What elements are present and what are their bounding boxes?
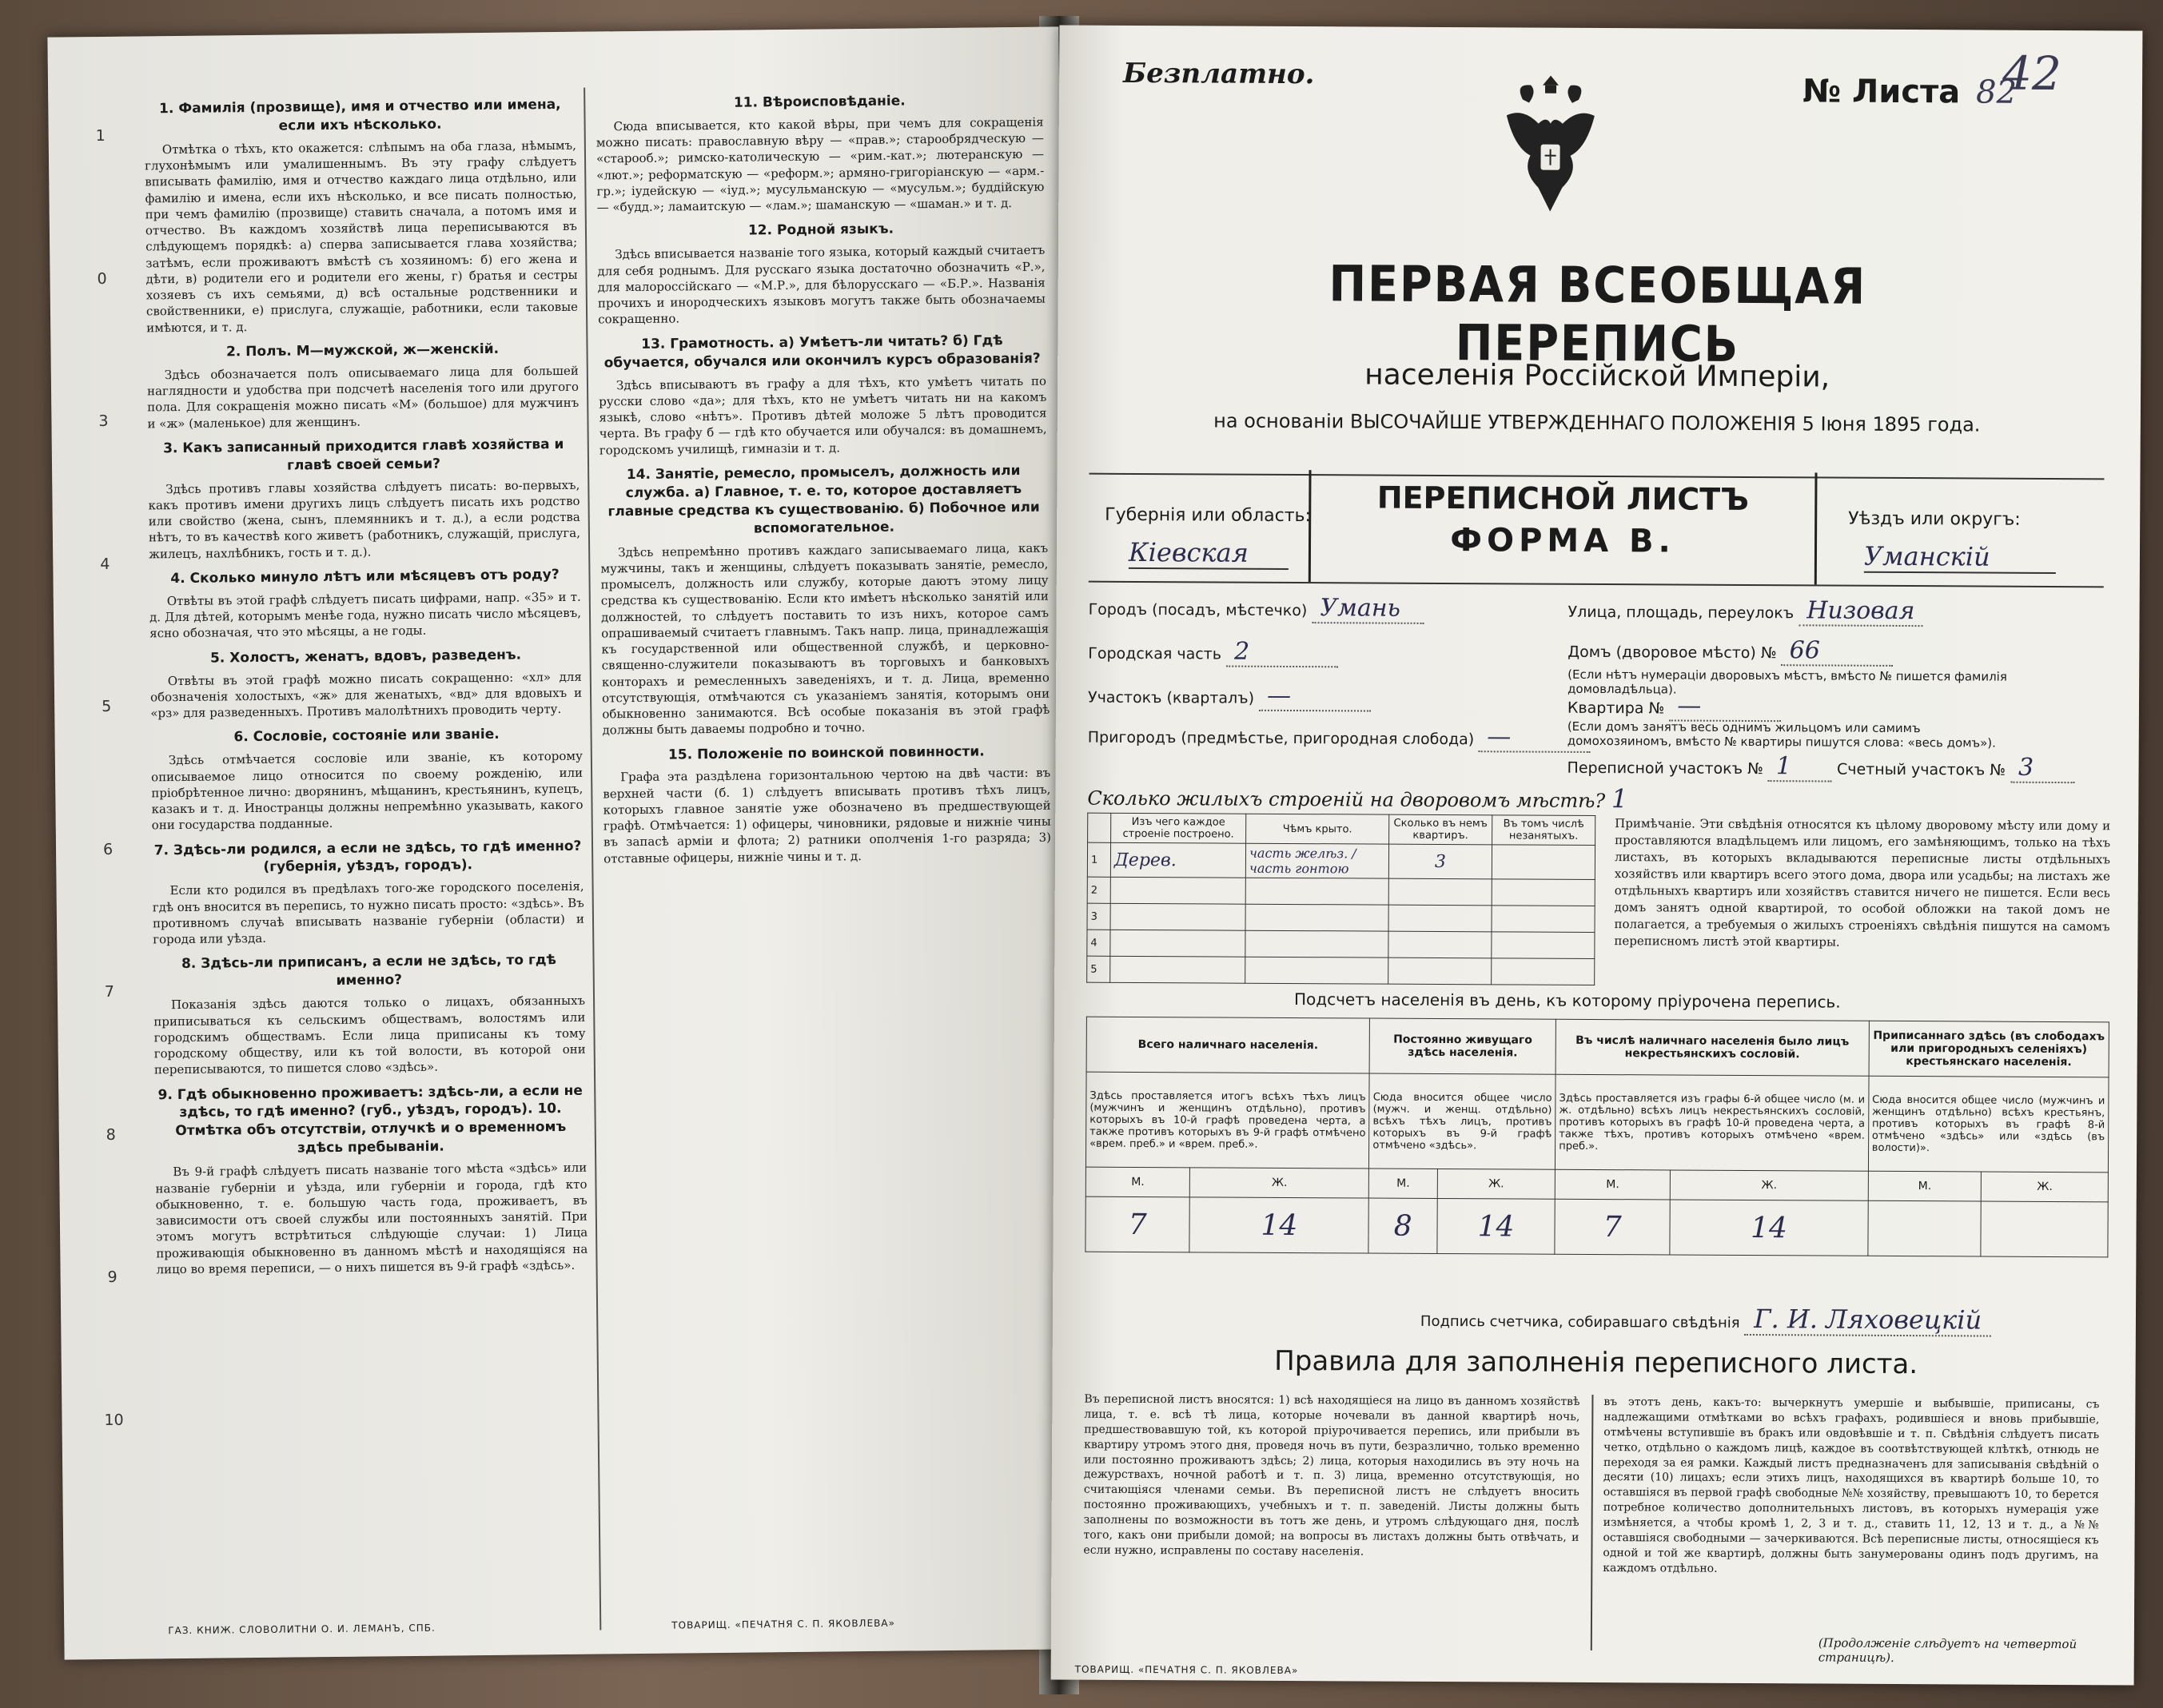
empty-cell: [1492, 932, 1595, 959]
signature-value: Г. И. Ляховецкій: [1744, 1304, 1991, 1337]
section-text: Графа эта раздѣлена горизонтальною чертою на двѣ части: въ верхней части (б. 1) слѣдуетъ вписывать противъ тѣхъ лицъ, которыхъ главное занятіе уже обозначено въ предшествующей графѣ. Отмѣчается: 1) офицеры, чиновники, рядовые и нижніе чины въ запасѣ арміи и флота; 2) ратники ополченія 1-го разряда; 3) отставные офицеры, нижніе чины и т. д.: [603, 766, 1052, 866]
section-text: Здѣсь вписывается названіе того языка, который каждый считаетъ для себя роднымъ. Для русскаго языка достаточно обозначить «Р.», для малороссійскаго — «М.Р.», для бѣлорусскаго — «Б.Р.». Названія прочихъ и инородческихъ языковъ могутъ также быть обозначаемы сокращенно.: [597, 243, 1046, 327]
printer-imprint: ТОВАРИЩ. «ПЕЧАТНЯ С. П. ЯКОВЛЕВА»: [1074, 1663, 1299, 1677]
gubernia-label: Губернія или область:: [1105, 504, 1312, 527]
empty-cell: [1492, 906, 1595, 933]
left-page: [47, 26, 1075, 1659]
printer-imprint: ГАЗ. КНИЖ. СЛОВОЛИТНИ О. И. ЛЕМАНЪ, СПБ.: [168, 1622, 436, 1637]
apartment-label: Квартира №: [1567, 699, 1665, 718]
street-field: [1568, 595, 1923, 627]
section-text: Отвѣты въ этой графѣ можно писать сокращенно: «хл» для обозначенія холостыхъ, «ж» для женатыхъ, «вд» для вдовыхъ и «рз» для разведенныхъ. Противъ малолѣтнихъ проводить черту.: [149, 669, 583, 721]
apartments-cell: [1388, 878, 1492, 906]
table-row: [1087, 842, 1595, 879]
section-heading: 8. Здѣсь-ли приписанъ, а если не здѣсь, то гдѣ именно?: [181, 952, 557, 989]
apartment-field: [1567, 691, 1782, 722]
apartment-value: —: [1669, 691, 1781, 722]
buildings-table: [1086, 813, 1595, 985]
female-label: Ж.: [1670, 1170, 1868, 1200]
female-label: Ж.: [1437, 1169, 1555, 1199]
male-count: [1868, 1200, 1982, 1256]
section-heading: 12. Родной языкъ.: [747, 221, 894, 239]
population-table: [1085, 1017, 2109, 1258]
instructions-column-a: [144, 88, 588, 1283]
male-count: 7: [1555, 1199, 1670, 1255]
house-note: (Если нѣтъ нумераціи дворовыхъ мѣстъ, вмѣсто № пишется фамилія домовладѣльца).: [1567, 667, 2007, 697]
row-number: 3: [1087, 903, 1110, 930]
apartments-cell: [1388, 905, 1492, 932]
female-label: Ж.: [1982, 1172, 2109, 1202]
roof-cell: [1245, 904, 1388, 931]
buildings-answer: 1: [1611, 783, 1628, 814]
section-text: Здѣсь вписываютъ въ графу а для тѣхъ, кто умѣетъ читать по русски слово «да»; для тѣхъ, кто не умѣетъ читать ни на какомъ языкѣ, слово «нѣтъ». Противъ дѣтей моложе 5 лѣтъ проводится черта. Въ графу б — гдѣ кто обучается или обучался: въ домашнемъ, городскомъ училищѣ, гимназіи и т. д.: [599, 373, 1047, 457]
margin-mark: 7: [104, 982, 115, 1001]
section-heading: 5. Холостъ, женатъ, вдовъ, разведенъ.: [209, 647, 522, 667]
section-text: Отмѣтка о тѣхъ, кто окажется: слѣпымъ на оба глаза, нѣмымъ, глухонѣмымъ или умалишеннымъ. Въ эту графу слѣдуетъ вписывать фамилію, имя и отчество каждаго лица отдѣльно, или фамилію и имена, если ихъ нѣсколько, и все писать полностью, при чемъ фамилію (прозвище) ставить сначала, а потомъ имя и отчество. Въ каждомъ хозяйствѣ лица переписываются въ слѣдующемъ порядкѣ: а) сперва записывается глава хозяйства; затѣмъ, если проживаютъ вмѣстѣ съ хозяиномъ: б) его жена и дѣти, в) родители его и родители его жены, г) братья и сестры хозяевъ съ ихъ семьями, д) всѣ остальные родственники и свойственники, е) прислуга, служащіе, работники, если таковые имѣются, и т. д.: [145, 137, 579, 336]
material-cell: Дерев.: [1110, 842, 1245, 878]
female-count: 14: [1189, 1197, 1368, 1253]
handwritten-folio: 42: [2002, 46, 2062, 102]
male-label: М.: [1085, 1167, 1190, 1197]
printer-imprint: ТОВАРИЩ. «ПЕЧАТНЯ С. П. ЯКОВЛЕВА»: [671, 1617, 895, 1631]
city-part-label: Городская часть: [1088, 644, 1222, 663]
table-header: Сколько въ немъ квартиръ.: [1389, 814, 1492, 845]
section-heading: 2. Полъ. М—мужской, ж—женскій.: [225, 340, 500, 360]
male-label: М.: [1555, 1169, 1670, 1200]
margin-mark: 6: [102, 840, 114, 858]
section-heading: 14. Занятіе, ремесло, промыселъ, должность или служба. а) Главное, т. е. то, которое доставляетъ главные средства къ существованію. б) Побочное или вспомогательное.: [607, 462, 1040, 537]
section-text: Здѣсь отмѣчается сословіе или званіе, къ которому описываемое лицо относится по своему рожденію, или пріобрѣтенное лично: дворянинъ, мѣщанинъ, крестьянинъ, купецъ, казакъ и т. д. Иностранцы должны непремѣнно указывать, какого они государства подданные.: [151, 748, 584, 833]
column-header: Постоянно живущаго здѣсь населенія.: [1369, 1018, 1556, 1074]
sheet-number: [1802, 73, 2017, 110]
male-count: 7: [1085, 1196, 1190, 1252]
column-description: Здѣсь проставляется итогъ всѣхъ тѣхъ лицъ (мужчинъ и женщинъ отдѣльно), противъ которыхъ въ 10-й графѣ проведена черта, а также противъ которыхъ въ 9-й графѣ отмѣчено «врем. преб.» и «врем. преб.».: [1085, 1072, 1369, 1169]
table-row: [1087, 930, 1595, 958]
section-text: Въ 9-й графѣ слѣдуетъ писать названіе того мѣста «здѣсь» или названіе губерніи и уѣзда, или губерніи и города, гдѣ кто обыкновенно, т. е. большую часть года, проживаетъ, въ зависимости отъ своей службы или постоянныхъ занятій. При этомъ могутъ встрѣтиться слѣдующіе случаи: 1) Лица проживающія обыкновенно въ данномъ мѣстѣ и находящіяся на лицо во время переписи, — о нихъ пишется въ 9-й графѣ «здѣсь».: [155, 1160, 588, 1277]
right-page: [1051, 25, 2143, 1685]
population-count-title: Подсчетъ населенія въ день, къ которому пріурочена перепись.: [1293, 989, 1841, 1012]
rules-title: Правила для заполненія переписного листа.: [1274, 1344, 1918, 1381]
empty-cell: [1492, 958, 1595, 985]
row-number: 2: [1087, 877, 1110, 903]
rules-column-a: Въ переписной листъ вносятся: 1) всѣ находящіеся на лицо въ данномъ хозяйствѣ лица, т. е. всѣ тѣ лица, которые ночевали въ данной квартирѣ ночь, предшествовавшую той, къ которой пріурочивается перепись, или прибыли въ квартиру утромъ этого дня, проведя ночь въ пути, безразлично, только временно или постоянно проживаютъ здѣсь; 2) лица, которыя находились въ эту ночь на дежурствахъ, ночной работѣ и т. п. 3) лица, временно отсутствующія, но считающіяся членами семьи. Въ переписной листъ не слѣдуетъ вносить постоянно проживающихъ, учебныхъ и т. п. заведеній. Листы должны быть заполнены по возможности въ тотъ же день, и утромъ слѣдующаго дня, послѣ того, какъ они прибыли домой; на вопросы въ листахъ должны быть отвѣчать, и если нужно, исправлены по составу населенія.: [1083, 1392, 1580, 1559]
column-description: Здѣсь проставляется изъ графы 6-й общее число (м. и ж. отдѣльно) всѣхъ лицъ некрестьянскихъ сословій, противъ которыхъ въ графѣ 10-й проведена черта, а также тѣхъ, противъ которыхъ отмѣчено «врем. преб.».: [1556, 1074, 1869, 1171]
section-text: Если кто родился въ предѣлахъ того-же городского поселенія, гдѣ онъ вносится въ перепись, то нужно писать просто: «здѣсь». Въ противномъ случаѣ вписывать названіе губерніи (области) и города или уѣзда.: [152, 879, 585, 947]
city-label: Городъ (посадъ, мѣстечко): [1088, 600, 1308, 620]
form-code: ФОРМА В.: [1450, 522, 1675, 560]
city-field: [1089, 593, 1424, 624]
legal-basis: на основаніи ВЫСОЧАЙШЕ УТВЕРЖДЕННАГО ПОЛОЖЕНІЯ 5 Іюня 1895 года.: [1213, 409, 1981, 436]
apartment-note: (Если домъ занятъ весь однимъ жильцомъ или самимъ домохозяиномъ, вмѣсто № квартиры пишутся слова: «весь домъ»).: [1567, 719, 1997, 750]
apartments-cell: [1388, 931, 1492, 958]
table-header-number: [1088, 813, 1111, 842]
table-header: Въ томъ числѣ незанятыхъ.: [1492, 815, 1595, 846]
section-heading: 3. Какъ записанный приходится главѣ хозяйства и главѣ своей семьи?: [163, 436, 564, 474]
roof-cell: [1245, 878, 1388, 905]
uchastok-value: —: [1259, 682, 1371, 712]
census-district-label: Переписной участокъ №: [1567, 758, 1763, 778]
section-heading: 11. Вѣроисповѣданіе.: [733, 93, 906, 111]
suburb-label: Пригородъ (предмѣстье, пригородная слобода): [1087, 728, 1475, 749]
margin-mark: 4: [100, 555, 110, 573]
female-count: 14: [1437, 1198, 1556, 1254]
sheet-number-label: № Листа: [1802, 73, 1961, 111]
house-label: Домъ (дворовое мѣсто) №: [1567, 643, 1777, 663]
table-row: [1087, 903, 1595, 932]
table-row: [1087, 956, 1595, 985]
column-header: Въ числѣ наличнаго населенія было лицъ некрестьянскихъ сословій.: [1556, 1019, 1869, 1076]
empty-cell: [1492, 845, 1595, 880]
continuation-note: (Продолженіе слѣдуетъ на четвертой страницѣ).: [1818, 1635, 2077, 1665]
apartments-cell: [1388, 958, 1492, 985]
male-label: М.: [1868, 1171, 1982, 1201]
city-value: Умань: [1312, 594, 1424, 624]
row-number: 5: [1087, 956, 1110, 982]
row-number: 4: [1087, 930, 1110, 956]
female-count: 14: [1670, 1200, 1868, 1256]
margin-mark: 3: [98, 412, 109, 431]
material-cell: [1110, 930, 1245, 957]
margin-mark: 0: [97, 269, 107, 288]
section-heading: 13. Грамотность. а) Умѣетъ-ли читать? б) Гдѣ обучается, обучался или окончилъ курсъ образованія?: [603, 332, 1041, 371]
section-heading: 4. Сколько минуло лѣтъ или мѣсяцевъ отъ роду?: [170, 566, 560, 587]
margin-mark: 10: [104, 1411, 124, 1429]
house-value: 66: [1782, 636, 1894, 667]
document-title: ПЕРВАЯ ВСЕОБЩАЯ ПЕРЕПИСЬ: [1328, 254, 1867, 373]
table-header: Чѣмъ крыто.: [1246, 814, 1389, 844]
roof-cell: [1245, 930, 1388, 958]
section-heading: 9. Гдѣ обыкновенно проживаетъ: здѣсь-ли, а если не здѣсь, то гдѣ именно? (губ., уѣздъ, городъ). 10. Отмѣтка объ отсутствіи, отлучкѣ и о временномъ здѣсь пребываніи.: [157, 1082, 583, 1157]
house-field: [1567, 635, 1894, 667]
female-count: [1981, 1201, 2108, 1257]
row-number: 1: [1087, 842, 1110, 877]
section-text: Здѣсь обозначается полъ описываемаго лица для большей наглядности и удобства при подсчетѣ населенія того или другого пола. Для сокращенія можно писать «М» (большое) для мужчинъ и «ж» (маленькое) для женщинъ.: [146, 363, 580, 431]
street-label: Улица, площадь, переулокъ: [1567, 603, 1795, 623]
section-text: Отвѣты въ этой графѣ слѣдуетъ писать цифрами, напр. «35» и т. д. Для дѣтей, которымъ менѣе года, нужно писать число мѣсяцевъ, ясно обозначая, что это мѣсяцы, а не годы.: [149, 589, 582, 641]
table-header: Изъ чего каждое строеніе построено.: [1111, 813, 1246, 843]
material-cell: [1110, 877, 1245, 904]
count-district-value: 3: [2010, 754, 2074, 783]
double-headed-eagle-emblem: [1490, 67, 1611, 228]
section-heading: 6. Сословіе, состояніе или званіе.: [233, 727, 500, 746]
census-district-field: [1567, 751, 2074, 783]
gubernia-value: Кіевская: [1129, 537, 1289, 570]
suburb-field: [1088, 721, 1591, 753]
roof-cell: [1245, 957, 1388, 984]
section-text: Показанія здѣсь даются только о лицахъ, обязанныхъ приписываться къ сельскимъ обществамъ, волостямъ или городскимъ обществамъ. Если лица приписаны къ тому городскому обществу, или къ той волости, въ которой они переписываются, то пишется слово «здѣсь».: [153, 993, 586, 1077]
male-count: 8: [1368, 1198, 1437, 1253]
enumerator-signature: [1420, 1302, 1991, 1336]
column-header: Приписаннаго здѣсь (въ слободахъ или пригородныхъ селеніяхъ) крестьянскаго населенія.: [1869, 1021, 2109, 1077]
section-heading: 1. Фамилія (прозвище), имя и отчество или имена, если ихъ нѣсколько.: [158, 96, 561, 134]
margin-mark: 5: [102, 697, 112, 716]
buildings-question: [1087, 781, 1627, 814]
roof-cell: часть желѣз. / часть гонтою: [1245, 843, 1388, 878]
buildings-question-label: Сколько жилыхъ строеній на дворовомъ мѣстѣ?: [1087, 786, 1606, 813]
section-text: Сюда вписывается, кто какой вѣры, при чемъ для сокращенія можно писать: православную вѣру — «прав.»; старообрядческую — «старооб.»; римско-католическую — «рим.-кат.»; лютеранскую — «лют.»; реформатскую — «реформ.»; армяно-григоріанскую — «арм.-гр.»; іудейскую — «іуд.»; мусульманскую — «мусульм.»; буддійскую — «будд.»; ламаитскую — «лам.»; шаманскую — «шаман.» и т. д.: [596, 114, 1045, 215]
rules-column-b: въ этотъ день, какъ-то: вычеркнутъ умершіе и выбывшіе, приписаны, съ надлежащими отмѣтками во всѣхъ графахъ, родившіеся и вновь прибывшіе, отмѣчены вступившіе въ бракъ или овдовѣвшіе и т. п. Свѣдѣнія слѣдуетъ писать четко, отдѣльно о каждомъ лицѣ, каждое въ соотвѣтствующей клѣткѣ, отнюдь не переходя за ея рамки. Каждый листъ предназначенъ для записыванія свѣдѣній о десяти (10) лицахъ; если этихъ лицъ, находящихся въ квартирѣ больше 10, то оставшіяся въ первой графѣ свободные №№ хозяйству, превышаютъ 10, то берется потребное количество дополнительныхъ листовъ, въ которыхъ нумерація уже измѣняется, а чтобы кромѣ 1, 2, 3 и т. д., ставить 11, 12, 13 и т. д., а №№ оставшіяся свободными — зачеркиваются. Всѣ переписные листы, относящіеся къ одной и той же квартирѣ, должны быть занумерованы одинъ подъ другимъ, на каждомъ отдѣльно.: [1603, 1395, 2100, 1575]
material-cell: [1110, 903, 1245, 930]
column-description: Сюда вносится общее число (мужч. и женщ. отдѣльно) всѣхъ тѣхъ лицъ, противъ которыхъ въ 9-й графѣ отмѣчено «здѣсь».: [1369, 1073, 1556, 1169]
section-heading: 15. Положеніе по воинской повинности.: [667, 743, 985, 763]
uchastok-label: Участокъ (кварталъ): [1087, 688, 1255, 707]
street-value: Низовая: [1799, 596, 1922, 627]
table-row: [1087, 877, 1595, 906]
city-part-value: 2: [1226, 638, 1338, 668]
uezd-value: Уманскій: [1864, 541, 2056, 574]
free-label: Безплатно.: [1123, 57, 1315, 91]
section-heading: 7. Здѣсь-ли родился, а если не здѣсь, то гдѣ именно? (губернія, уѣздъ, городъ).: [153, 838, 582, 876]
uezd-label: Уѣздъ или округъ:: [1848, 508, 2021, 530]
section-text: Здѣсь непремѣнно противъ каждаго записываемаго лица, какъ мужчины, такъ и женщины, слѣдуетъ показывать занятіе, ремесло, промыселъ, должность или службу, которые даютъ этому лицу средства къ существованію. Если кто имѣетъ нѣсколько занятій или должностей, то слѣдуетъ поставить то изъ нихъ, которое самъ опрашиваемый считаетъ главнымъ. Такъ напр. лица, принадлежащія къ государственной или общественной службѣ, и церковно-священно-служители показываютъ въ торговыхъ и банковыхъ конторахъ и ремесленныхъ заведеніяхъ, и т. д. Лица, временно отсутствующія, отмѣчаются съ указаніемъ занятія, которымъ они обыкновенно занимаются. Всѣ особые показанія въ этой графѣ должны быть даваемы подробно и точно.: [600, 540, 1050, 738]
material-cell: [1110, 956, 1245, 983]
margin-mark: 1: [95, 126, 106, 145]
section-text: Здѣсь противъ главы хозяйства слѣдуетъ писать: во-первыхъ, какъ противъ имени другихъ лицъ слѣдуетъ писать ихъ родство или свойство (жена, сынъ, племянникъ и т. д.), а если родства нѣтъ, то въ качествѣ кого живетъ (работникъ, служащій, прислуга, жилецъ, нахлѣбникъ, гость и т. д.).: [148, 477, 581, 562]
instructions-column-b: [596, 83, 1051, 872]
margin-column: [65, 125, 153, 1644]
form-box: [1309, 470, 1818, 584]
column-description: Сюда вносится общее число (мужчинъ и женщинъ отдѣльно) всѣхъ крестьянъ, противъ которыхъ въ графѣ 8-й отмѣчено «здѣсь» или «здѣсь (въ волости)».: [1868, 1076, 2109, 1173]
note-text: Примѣчаніе. Эти свѣдѣнія относятся къ цѣлому дворовому мѣсту или дому и проставляются владѣльцемъ или лицомъ, его замѣняющимъ, только на тѣхъ листахъ, въ которыхъ вкладываются переписные листы отдѣльныхъ хозяйствъ или квартиръ всего этого дома, двора или усадьбы; на листахъ же отдѣльныхъ квартиръ или хозяйствъ ставится ничего не пишется. Если весь домъ занятъ одной квартирой, то особой обложки на такой домъ не полагается, а требуемыя о жилыхъ строеніяхъ свѣдѣнія пишутся на самомъ переписномъ листѣ этой квартиры.: [1614, 816, 2111, 950]
column-divider: [1591, 1395, 1594, 1650]
column-header: Всего наличнаго населенія.: [1086, 1017, 1370, 1073]
signature-label: Подпись счетчика, собиравшаго свѣдѣнія: [1420, 1312, 1740, 1332]
census-district-value: 1: [1768, 752, 1832, 782]
form-title: ПЕРЕПИСНОЙ ЛИСТЪ: [1376, 480, 1749, 517]
uchastok-field: [1088, 681, 1371, 712]
count-district-label: Счетный участокъ №: [1836, 760, 2006, 779]
document-subtitle: населенія Россійской Имперіи,: [1364, 358, 1830, 394]
city-part-field: [1088, 637, 1338, 668]
sheet-number-value: 82: [1976, 74, 2018, 111]
apartments-cell: 3: [1388, 844, 1492, 879]
margin-mark: 9: [107, 1268, 118, 1286]
empty-cell: [1492, 879, 1595, 906]
margin-mark: 8: [106, 1125, 116, 1144]
female-label: Ж.: [1190, 1168, 1369, 1198]
male-label: М.: [1369, 1169, 1438, 1198]
suburb-value: —: [1479, 723, 1591, 753]
